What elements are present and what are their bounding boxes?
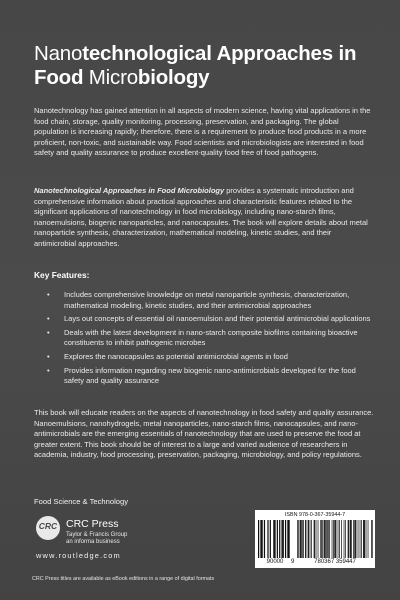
- barcode-bar: [300, 520, 301, 558]
- barcode-bar: [364, 520, 365, 558]
- barcode-bar: [303, 520, 304, 558]
- key-feature-item: [34, 366, 374, 387]
- description-paragraph: [34, 186, 374, 250]
- key-features-list: [34, 290, 374, 390]
- barcode-bar: [305, 520, 306, 558]
- barcode-bar: [336, 520, 337, 558]
- barcode-bar: [354, 520, 355, 558]
- description-text: provides a systematic introduction and comprehensive information about practical approaches and characteristic features related to the significant applications of nanotechnology in food microbiology, including nano-starch films, nanoemulsions, biogenic nanoparticles, and nanocapsules. The book will explore details about metal nanoparticle synthesis, characterization, mathematical modeling, kinetic studies, and their antimicrobial approaches.: [34, 186, 368, 248]
- bullet-icon: •: [47, 351, 50, 361]
- barcode-bar: [353, 520, 354, 558]
- barcode-bar: [302, 520, 303, 558]
- barcode-bar: [345, 520, 346, 558]
- barcode-bar: [285, 520, 286, 558]
- barcode-bar: [314, 520, 315, 558]
- barcode-bar: [351, 520, 352, 558]
- barcode-bar: [334, 520, 335, 558]
- barcode-bar: [300, 520, 301, 558]
- barcode-bar: [308, 520, 309, 558]
- addon-number: 90000: [266, 559, 284, 565]
- barcode-bar: [326, 520, 327, 558]
- barcode-bar: [262, 520, 263, 558]
- barcode-bar: [311, 520, 312, 558]
- barcode-bar: [338, 520, 339, 558]
- key-feature-item: [34, 328, 374, 349]
- barcode-bar: [332, 520, 333, 558]
- key-feature-item: [34, 352, 374, 363]
- barcode-bar: [287, 520, 288, 558]
- barcode-bar: [333, 520, 334, 558]
- bullet-icon: •: [47, 290, 50, 299]
- closing-paragraph: This book will educate readers on the aspects of nanotechnology in food safety and quality assurance. Nanoemulsions, nanohydrogels, metal nanoparticles, nano-starch films, nanocapsules, and nano-antimicrobials are the emerging essentials of nanotechnology that are used to preserve the food at greater extent. This book should be of interest to a large and varied audience of researchers in academia, industry, food processing, preservation, packaging, microbiology, and policy regulations.: [34, 408, 374, 460]
- bullet-icon: •: [47, 314, 50, 324]
- barcode-bar: [260, 520, 261, 558]
- barcode-number: 780367 359447: [314, 559, 356, 565]
- publisher-name: CRC Press: [66, 518, 119, 530]
- barcode-bar: [320, 520, 321, 558]
- key-feature-text: Lays out concepts of essential oil nanoemulsion and their potential antimicrobial applications: [64, 314, 371, 324]
- barcode-bar: [288, 520, 289, 558]
- barcode-bar: [368, 520, 369, 558]
- title-part: Nano: [34, 42, 83, 65]
- key-feature-text: Provides information regarding new biogenic nano-antimicrobials developed for the food safety and quality assurance: [64, 365, 356, 386]
- title-part: technological Approaches in: [82, 42, 357, 65]
- barcode-bar: [341, 520, 342, 558]
- barcode-bar: [301, 520, 302, 558]
- intro-paragraph: Nanotechnology has gained attention in all aspects of modern science, having vital applications in the food chain, storage, quality monitoring, processing, preservation, and packaging. The global population is increasing rapidly; therefore, there is a requirement to produce food products in a more proficient, non-toxic, and sustainable way. Food scientists and microbiologists are interested in food safety and quality assurance to produce excellent-quality food free of food pathogens.: [34, 106, 371, 158]
- barcode-bar: [355, 520, 356, 558]
- barcode-bar: [258, 520, 259, 558]
- barcode-bar: [318, 520, 319, 558]
- barcode-bar: [279, 520, 280, 558]
- barcode-bar: [348, 520, 349, 558]
- barcode-bar: [306, 520, 307, 558]
- barcode-bar: [298, 520, 299, 558]
- category-label: Food Science & Technology: [34, 497, 128, 506]
- barcode-bar: [372, 520, 373, 558]
- barcode-bar: [327, 520, 328, 558]
- isbn-barcode: [297, 520, 373, 558]
- barcode-bar: [360, 520, 361, 558]
- barcode-bar: [364, 520, 365, 558]
- publisher-tagline: an informa business: [66, 539, 120, 545]
- key-feature-text: Deals with the latest development in nano-starch composite biofilms containing bioactive constituents to inhibit pathogenic microbes: [64, 327, 358, 348]
- description-book-title: Nanotechnological Approaches in Food Microbiology: [34, 186, 225, 195]
- barcode-bar: [274, 520, 275, 558]
- barcode-bar: [316, 520, 317, 558]
- crc-logo-text: CRC: [38, 521, 58, 531]
- barcode-bar: [270, 520, 271, 558]
- ebook-note: CRC Press titles are available as eBook editions in a range of digital formats: [32, 576, 215, 582]
- title-part: Food: [34, 66, 89, 89]
- publisher-url: www.routledge.com: [36, 551, 121, 560]
- barcode-bar: [273, 520, 274, 558]
- key-feature-text: Explores the nanocapsules as potential antimicrobial agents in food: [64, 351, 288, 361]
- barcode-bar: [350, 520, 351, 558]
- title-part: biology: [137, 66, 210, 89]
- publisher-group: Taylor & Francis Group: [66, 532, 128, 538]
- barcode-bar: [324, 520, 325, 558]
- book-title: [34, 42, 374, 90]
- barcode-bar: [363, 520, 364, 558]
- barcode-panel: [255, 510, 375, 568]
- title-part: Micro: [88, 66, 138, 89]
- barcode-bar: [371, 520, 372, 558]
- barcode-bar: [358, 520, 359, 558]
- barcode-bar: [350, 520, 351, 558]
- crc-press-logo: [36, 516, 60, 540]
- barcode-bar: [344, 520, 345, 558]
- barcode-bar: [329, 520, 330, 558]
- key-feature-item: [34, 290, 374, 311]
- barcode-bar: [281, 520, 282, 558]
- barcode-lead-digit: 9: [291, 559, 295, 565]
- barcode-bar: [314, 520, 315, 558]
- bullet-icon: •: [47, 365, 50, 375]
- barcode-bar: [267, 520, 268, 558]
- barcode-bar: [322, 520, 323, 558]
- key-feature-item: [34, 314, 374, 325]
- barcode-bar: [283, 520, 284, 558]
- bullet-icon: •: [47, 327, 50, 337]
- barcode-bar: [264, 520, 265, 558]
- barcode-bar: [277, 520, 278, 558]
- barcode-bar: [297, 520, 298, 558]
- barcode-bar: [321, 520, 322, 558]
- barcode-bar: [339, 520, 340, 558]
- barcode-bar: [310, 520, 311, 558]
- barcode-bar: [361, 520, 362, 558]
- barcode-bar: [308, 520, 309, 558]
- barcode-bar: [356, 520, 357, 558]
- isbn-label: ISBN 978-0-367-35944-7: [284, 512, 346, 518]
- barcode-bar: [325, 520, 326, 558]
- addon-barcode: [258, 520, 292, 558]
- barcode-bar: [328, 520, 329, 558]
- barcode-bar: [335, 520, 336, 558]
- key-feature-text: Includes comprehensive knowledge on metal nanoparticle synthesis, characterization, mathematical modeling, kinetic studies, and their antimicrobial approaches: [64, 290, 350, 310]
- key-features-heading: Key Features:: [34, 270, 90, 280]
- barcode-bar: [348, 520, 349, 558]
- barcode-bar: [366, 520, 367, 558]
- barcode-bar: [324, 520, 325, 558]
